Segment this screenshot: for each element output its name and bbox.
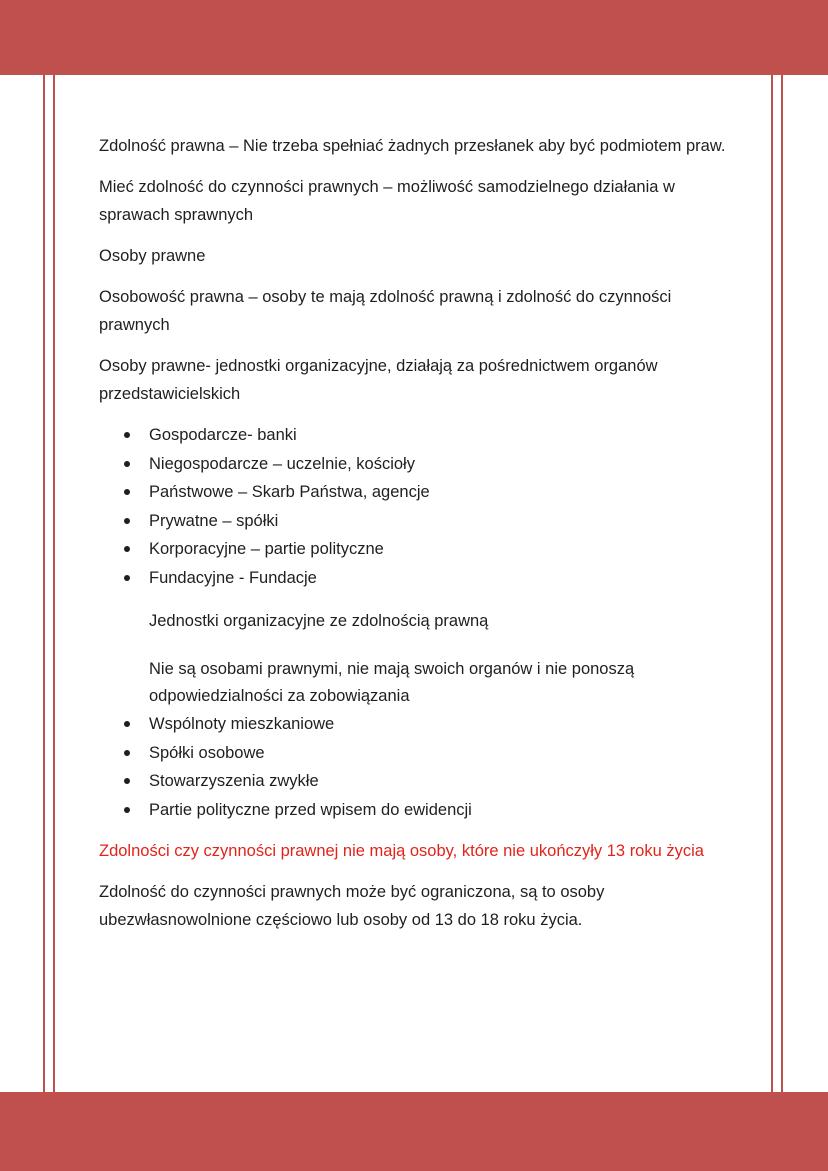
list-item: Państwowe – Skarb Państwa, agencje (99, 478, 729, 507)
paragraph-zdolnosc-prawna: Zdolność prawna – Nie trzeba spełniać żadnych przesłanek aby być podmiotem praw. (99, 137, 726, 155)
list-item: Spółki osobowe (99, 739, 729, 768)
list-item: Stowarzyszenia zwykłe (99, 767, 729, 796)
list-item: Partie polityczne przed wpisem do ewidencji (99, 796, 729, 825)
indented-description: Nie są osobami prawnymi, nie mają swoich organów i nie ponoszą odpowiedzialności za zobowiązania (149, 660, 635, 705)
highlighted-paragraph: Zdolności czy czynności prawnej nie mają osoby, które nie ukończyły 13 roku życia (99, 842, 704, 860)
bottom-decorative-band (0, 1092, 828, 1171)
paragraph-zdolnosc-do-czynnosci: Mieć zdolność do czynności prawnych – możliwość samodzielnego działania w sprawach sprawnych (99, 178, 675, 224)
left-inner-rule (53, 0, 55, 1171)
list-item: Gospodarcze- banki (99, 421, 729, 450)
list-item: Prywatne – spółki (99, 507, 729, 536)
final-paragraph: Zdolność do czynności prawnych może być ograniczona, są to osoby ubezwłasnowolnione częściowo lub osoby od 13 do 18 roku życia. (99, 883, 605, 929)
list-item: Korporacyjne – partie polityczne (99, 535, 729, 564)
paragraph-osobowosc-prawna: Osobowość prawna – osoby te mają zdolność prawną i zdolność do czynności prawnych (99, 288, 672, 334)
legal-entity-types-list (99, 421, 729, 592)
paragraph-osoby-prawne-definition: Osoby prawne- jednostki organizacyjne, działają za pośrednictwem organów przedstawicielskich (99, 357, 658, 403)
right-outer-rule (781, 0, 783, 1171)
list-item: Niegospodarcze – uczelnie, kościoły (99, 450, 729, 479)
list-item: Fundacyjne - Fundacje (99, 564, 729, 593)
right-inner-rule (771, 0, 773, 1171)
indented-heading: Jednostki organizacyjne ze zdolnością prawną (149, 612, 489, 630)
paragraph-osoby-prawne-heading: Osoby prawne (99, 247, 206, 265)
left-outer-rule (43, 0, 45, 1171)
list-item: Wspólnoty mieszkaniowe (99, 710, 729, 739)
document-body (99, 132, 729, 947)
top-decorative-band (0, 0, 828, 75)
organizational-units-list (99, 710, 729, 824)
